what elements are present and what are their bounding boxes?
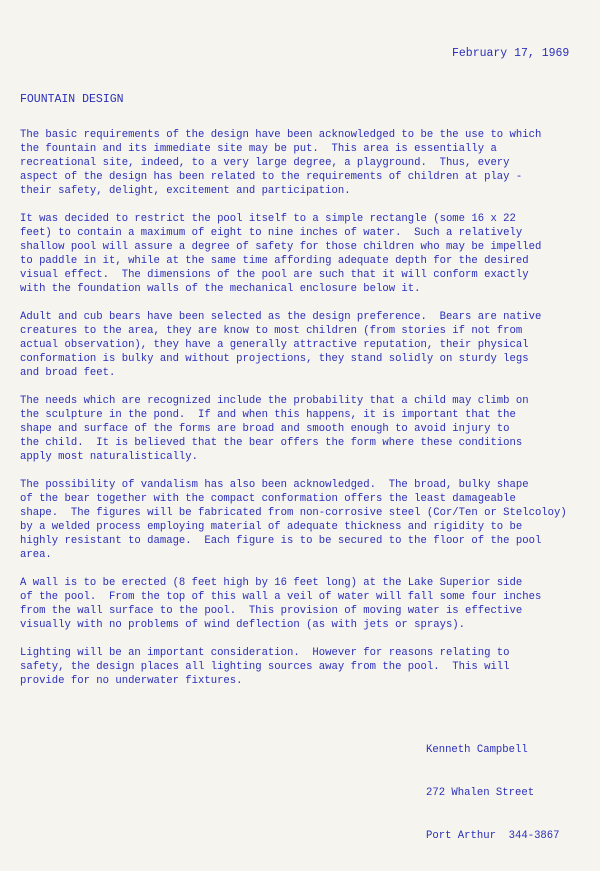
signature-name: Kenneth Campbell [426, 744, 528, 757]
signature-block [426, 715, 560, 871]
paragraph-water-wall: A wall is to be erected (8 feet high by 16 feet long) at the Lake Superior side of the pool. From the top of this wall a veil of water will fall some four inches from the wall surface to the pool. This provision of moving water is effective visually with no problems of wind deflection (as with jets or sprays). [20, 577, 542, 632]
paragraph-bears: Adult and cub bears have been selected as the design preference. Bears are native creatures to the area, they are know to most children (from stories if not from actual observation), they have a generally attractive reputation, their physical conformation is bulky and without projections, they stand solidly on sturdy legs and broad feet. [20, 311, 542, 380]
paragraph-child-safety: The needs which are recognized include the probability that a child may climb on the sculpture in the pond. If and when this happens, it is important that the shape and surface of the forms are broad and smooth enough to avoid injury to the child. It is believed that the bear offers the form where these conditions apply most naturalistically. [20, 395, 529, 464]
paragraph-requirements: The basic requirements of the design have been acknowledged to be the use to which the fountain and its immediate site may be put. This area is essentially a recreational site, indeed, to a very large degree, a playground. Thus, every aspect of the design has been related to the requirements of children at play - their safety, delight, excitement and participation. [20, 129, 542, 198]
signature-city-phone: Port Arthur 344-3867 [426, 829, 560, 842]
letter-date: February 17, 1969 [452, 47, 570, 60]
letter-heading: FOUNTAIN DESIGN [20, 93, 124, 106]
paragraph-lighting: Lighting will be an important consideration. However for reasons relating to safety, the design places all lighting sources away from the pool. This will provide for no underwater fixtures. [20, 646, 510, 688]
paragraph-vandalism: The possibility of vandalism has also been acknowledged. The broad, bulky shape of the bear together with the compact conformation offers the least damageable shape. The figures will be fabricated from non-corrosive steel (Cor/Ten or Stelcoloy) by a welded process employing material of adequate thickness and rigidity to be highly resistant to damage. Each figure is to be secured to the floor of the pool area. [20, 478, 567, 562]
signature-address: 272 Whalen Street [426, 787, 535, 800]
letter-body [20, 128, 598, 702]
paragraph-pool-dimensions: It was decided to restrict the pool itself to a simple rectangle (some 16 x 22 feet) to contain a maximum of eight to nine inches of water. Such a relatively shallow pool will assure a degree of safety for those children who may be impelled to paddle in it, while at the same time affording adequate depth for the desired visual effect. The dimensions of the pool are such that it will conform exactly with the foundation walls of the mechanical enclosure below it. [20, 212, 542, 296]
